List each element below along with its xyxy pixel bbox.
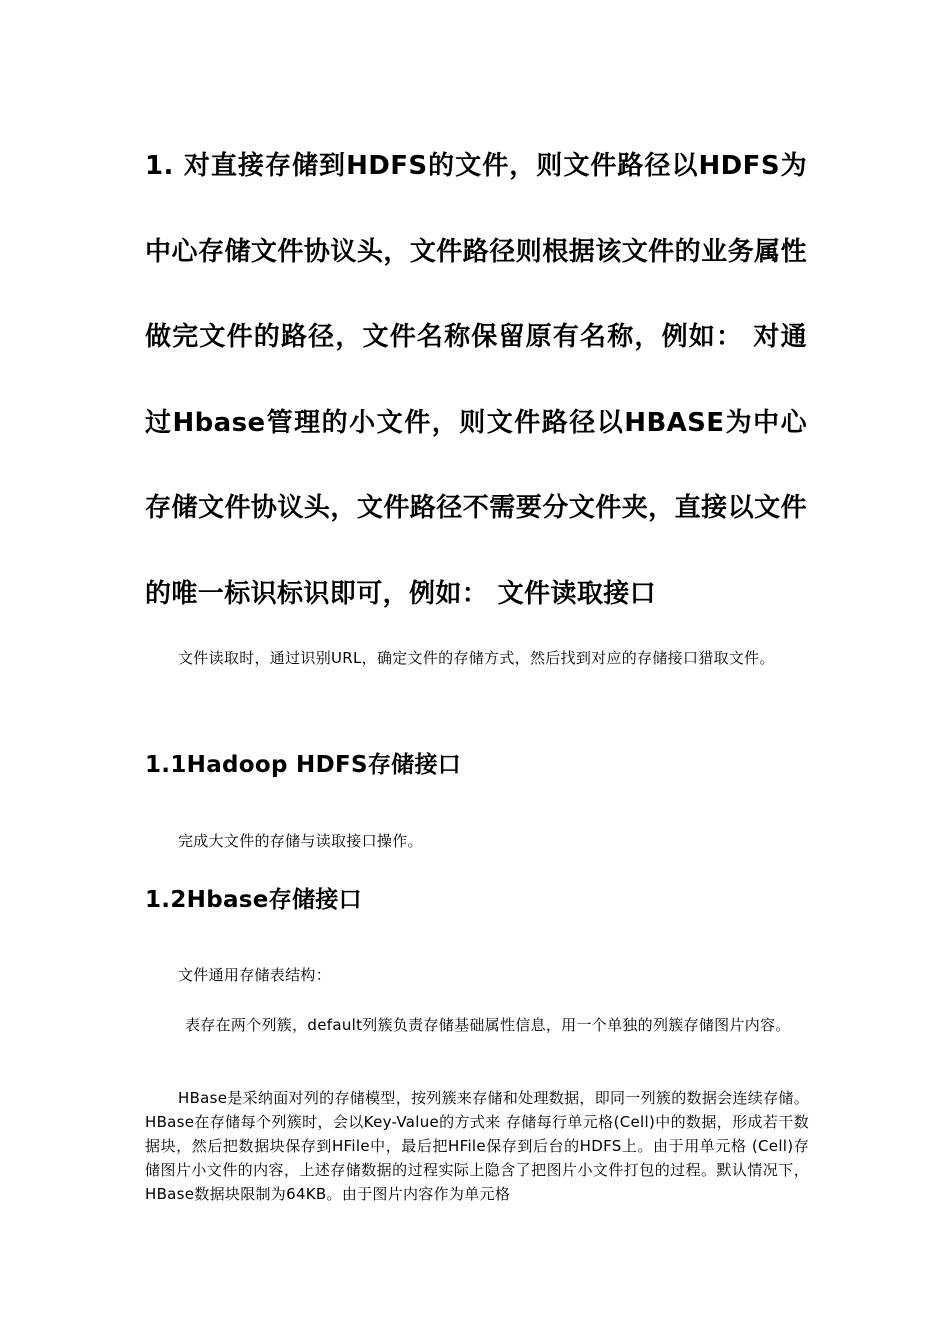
section-heading-hdfs: 1.1Hadoop HDFS存储接口 — [145, 752, 462, 778]
intro-paragraph: 1. 对直接存储到HDFS的文件，则文件路径以HDFS为中心存储文件协议头，文件路径则根据该文件的业务属性做完文件的路径，文件名称保留原有名称，例如： 对通过Hbase管理的小文件，则文件路径以HBASE为中心存储文件协议头，文件路径不需要分文件夹，直接以文件的唯一标识标识即可，例如： 文件读取接口 — [145, 151, 807, 609]
column-family-note: 表存在两个列簇，default列簇负责存储基础属性信息，用一个单独的列簇存储图片内容。 — [185, 1016, 791, 1034]
hdfs-description: 完成大文件的存储与读取接口操作。 — [178, 832, 423, 850]
table-structure-intro: 文件通用存储表结构： — [178, 966, 332, 984]
section-heading-hbase: 1.2Hbase存储接口 — [145, 887, 362, 913]
hbase-detail-paragraph: HBase是采纳面对列的存储模型，按列簇来存储和处理数据，即同一列簇的数据会连续存储。HBase在存储每个列簇时，会以Key-Value的方式来 存储每行单元格(Cell)中的数据，形成若干数据块，然后把数据块保存到HFile中，最后把HFile保存到后台的HDFS上。由于用单元格 (Cell)存储图片小文件的内容，上述存储数据的过程实际上隐含了把图片小文件打包的过程。默认情况下，HBase数据块限制为64KB。由于图片内容作为单元格 — [145, 1089, 809, 1203]
file-read-paragraph: 文件读取时，通过识别URL，确定文件的存储方式，然后找到对应的存储接口猎取文件。 — [178, 649, 775, 667]
